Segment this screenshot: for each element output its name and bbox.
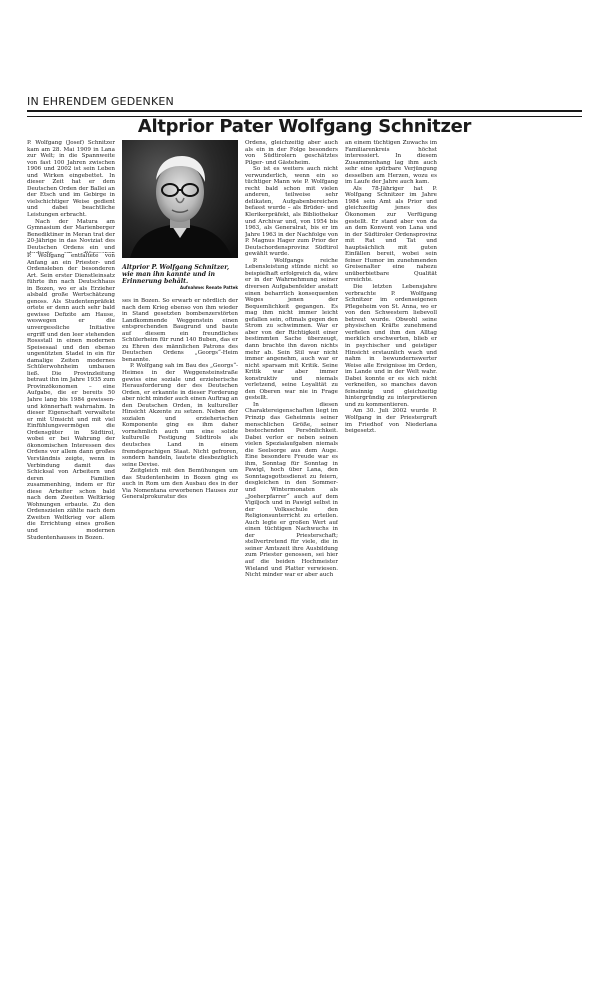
paragraph: Zeitgleich mit den Bemühungen um das Studentenheim in Bozen ging es auch in Rom um den Ausbau des in der Via Nomentana erworbenen Hauses zur Generalprokuratur des [122, 468, 238, 501]
paragraph: ses in Bozen. So erwarb er nördlich der nach dem Krieg ebenso von ihm wieder in Stand gesetzten bombenzerstörten Landkommende Weggenstein einen entsprechenden Baugrund und baute auf diesem ein freundliches Schülerheim für rund 140 Buben, das er zu Ehren des männlichen Patrons des Deutschen Ordens „Georgs“-Heim benannte. [122, 298, 238, 363]
photo-caption: Altprior P. Wolfgang Schnitzer, wie man ihn kannte und in Erinnerung behält. [122, 264, 230, 286]
paragraph: P. Wolfgang entfaltete von Anfang an ein Priester- und Ordensleben der besonderen Art. Sein erster Dienstleinsatz führte ihn nach Deutschhaus in Bozen, wo er als Erzieher alsbald große Wertschätzung genoss. Als Studentenpräfekt ortete er denn auch sehr bald gewisse Defizite am Hause, weswegen er die unvergessliche Initiative ergriff und den leer stehenden Rossstall in einen modernen Speisesaal und den ebenso ungenützten Stadel in ein für damalige Zeiten modernes Schülerwohnheim umbauen ließ. Die Provinzleitung betraut ihn im Jahre 1935 zum Provinzökonomen – eine Aufgabe, die er bereits 50 Jahre lang bis 1984 gewissen- und könnerhaft wahrnahm. In dieser Eigenschaft verwaltete er mit Umsicht und mit viel Einfühlungsvermögen die Ordensgüter in Südtirol, wobei er bei Wahrung der ökonomischen Interessen des Ordens vor allem dann großes Verständnis zeigte, wenn in Verbindung damit das Schicksal von Arbeitern und deren Familien zusammenhing, indem er für diese Arbeiter schon bald nach dem Zweiten Weltkrieg Wohnungen erbaute. Zu den Ordenszielen zählte nach dem Zweiten Weltkrieg vor allem die Errichtung eines großen und modernen Studentenhauses in Bozen. [27, 253, 115, 541]
photo-credit: Aufnahme: Renate Pattek [179, 285, 238, 290]
article-column-2 [122, 298, 238, 615]
portrait-photo [122, 140, 238, 258]
section-rubric [27, 95, 582, 117]
paragraph: Nach der Matura am Gymnasium der Marienberger Benediktiner in Meran trat der 20-Jährige in das Noviziat des Deutschen Ordens ein und [27, 218, 115, 251]
rubric-label: IN EHRENDEM GEDENKEN [27, 95, 174, 108]
article-headline: Altprior Pater Wolfgang Schnitzer [137, 116, 472, 137]
article-column-1a [27, 140, 115, 253]
paragraph: Ordens, gleichzeitig aber auch als ein in der Folge besonders von Südtirolern geschätztes Pilger- und Gästeheim. [245, 140, 338, 166]
paragraph: P. Wolfgangs reiche Lebensleistung stünde nicht so beispielhaft erfolgreich da, wäre er in der Wahrnehmung seiner diversen Aufgabenfelder anstatt einen beharrlich konsequenten Weges jenen der Bequemlichkeit gegangen. Es mag ihm nicht immer leicht gefallen sein, oftmals gegen den Strom zu schwimmen. War er aber von der Richtigkeit einer bestimmten Sache überzeugt, dann brachte ihn davon nichts mehr ab. Sein Stil war nicht immer angenehm, auch war er nicht sparsam mit Kritik. Seine Kritik war aber immer konstruktiv und niemals verletzend, seine Loyalität zu den Oberen war nie in Frage gestellt. [245, 257, 338, 402]
paragraph: P. Wolfgang sah im Bau des „Georgs“-Heimes in der Weggensteinstraße gewiss eine soziale und erzieherische Herausforderung der des Deutschen Orden, er erkannte in dieser Forderung aber nicht minder auch einen Auftrag an den Deutschen Orden, in kultureller Hinsicht Akzente zu setzen. Neben der sozialen und erzieherischen Komponente ging es ihm daher vornehmlich auch um eine solide kulturelle Festigung Südtirols als deutsches Land in einem fremdsprachigen Staat. Nicht gefroren, sondern handeln, lautete diesbezüglich seine Devise. [122, 363, 238, 468]
paragraph: P. Wolfgang (Josef) Schnitzer kam am 28. Mai 1909 in Lana zur Welt; in die Spannweite von fast 100 Jahren zwischen 1906 und 2002 ist sein Leben und Wirken eingebettet. In dieser Zeit hat er dem Deutschen Orden der Ballei an der Etsch und im Gebirge in vielschichtiger Weise gedient und dabei beachtliche Leistungen erbracht. [27, 140, 115, 219]
article-column-1b [27, 253, 115, 615]
paragraph: Als 78-Jähriger hat P. Wolfgang Schnitzer im Jahre 1984 sein Amt als Prior und gleichzeitig jenes des Ökonomen zur Verfügung gestellt. Er stand aber von da an dem Konvent von Lana und in der Südtiroler Ordensprovinz mit Rat und Tat und hauptsächlich mit guten Einfällen bereit, wobei sein feiner Humor im zunehmenden Greisenalter eine nahezu unüberbietbare Qualität erreichte. [345, 185, 437, 284]
paragraph: Die letzten Lebensjahre verbrachte P. Wolfgang Schnitzer im ordenseigenen Pflegeheim von St. Anna, wo er von den Schwestern liebevoll betreut wurde. Obwohl seine physischen Kräfte zunehmend verfielen und ihm den Alltag merklich erschwerten, blieb er in psychischer und geistiger Hinsicht erstaunlich wach und nahm in bewundernswerter Weise alle Ereignisse im Orden, im Lande und in der Welt wahr. Dabei konnte er es sich nicht verkneifen, so manches davon feinsinnig und gleichzeitig hintergründig zu interpretieren und zu kommentieren. [345, 284, 437, 408]
paragraph: So ist es weiters auch nicht verwunderlich, wenn ein so tüchtiger Mann wie P. Wolfgang recht bald schon mit vielen anderen, teilweise sehr delikaten, Aufgabenbereichen befasst wurde – als Brüder- und Klerikerpräfekt, als Bibliothekar und Archivar und, von 1954 bis 1963, als Generalrat, bis er im Jahre 1963 in der Nachfolge von P. Magnus Hager zum Prior der Deutschordensprovinz Südtirol gewählt wurde. [245, 166, 338, 258]
paragraph: an einem tüchtigen Zuwachs im Familiarenkreis höchst interessiert. In diesem Zusammenhang lag ihm auch sehr eine spürbare Verjüngung desselben am Herzen, wozu es im Laufe der Jahre auch kam. [345, 140, 437, 186]
article-column-3 [245, 140, 338, 615]
article-column-4 [345, 140, 437, 615]
paragraph: Am 30. Juli 2002 wurde P. Wolfgang in der Priestergruft im Friedhof von Niederlana beigesetzt. [345, 408, 437, 435]
paragraph: In diesen Charaktereigenschaften liegt im Prinzip das Geheimnis seiner menschlichen Größe, seiner bestechenden Persönlichkeit. Dabei verlor er neben seinen vielen Spezialaufgaben niemals die Seelsorge aus dem Auge. Eine besondere Freude war es ihm, Sonntag für Sonntag in Pawigl, hoch über Lana, den Sonntagsgottesdienst zu feiern, desgleichen in den Sommer- und Wintermonaten als „Joeherpfarrer“ auch auf dem Vigiljoch und in Pawigl selbst in der Volksschule den Religionsunterricht zu erteilen. Auch legte er großen Wert auf einen tüchtigen Nachwuchs in der Priesterschaft; stellvertretend für viele, die in seiner Amtszeit ihre Ausbildung zum Priester genossen, sei hier auf die beiden Hochmeister Wieland und Platter verwiesen. Nicht minder war er aber auch [245, 401, 338, 579]
portrait-image [122, 140, 238, 258]
